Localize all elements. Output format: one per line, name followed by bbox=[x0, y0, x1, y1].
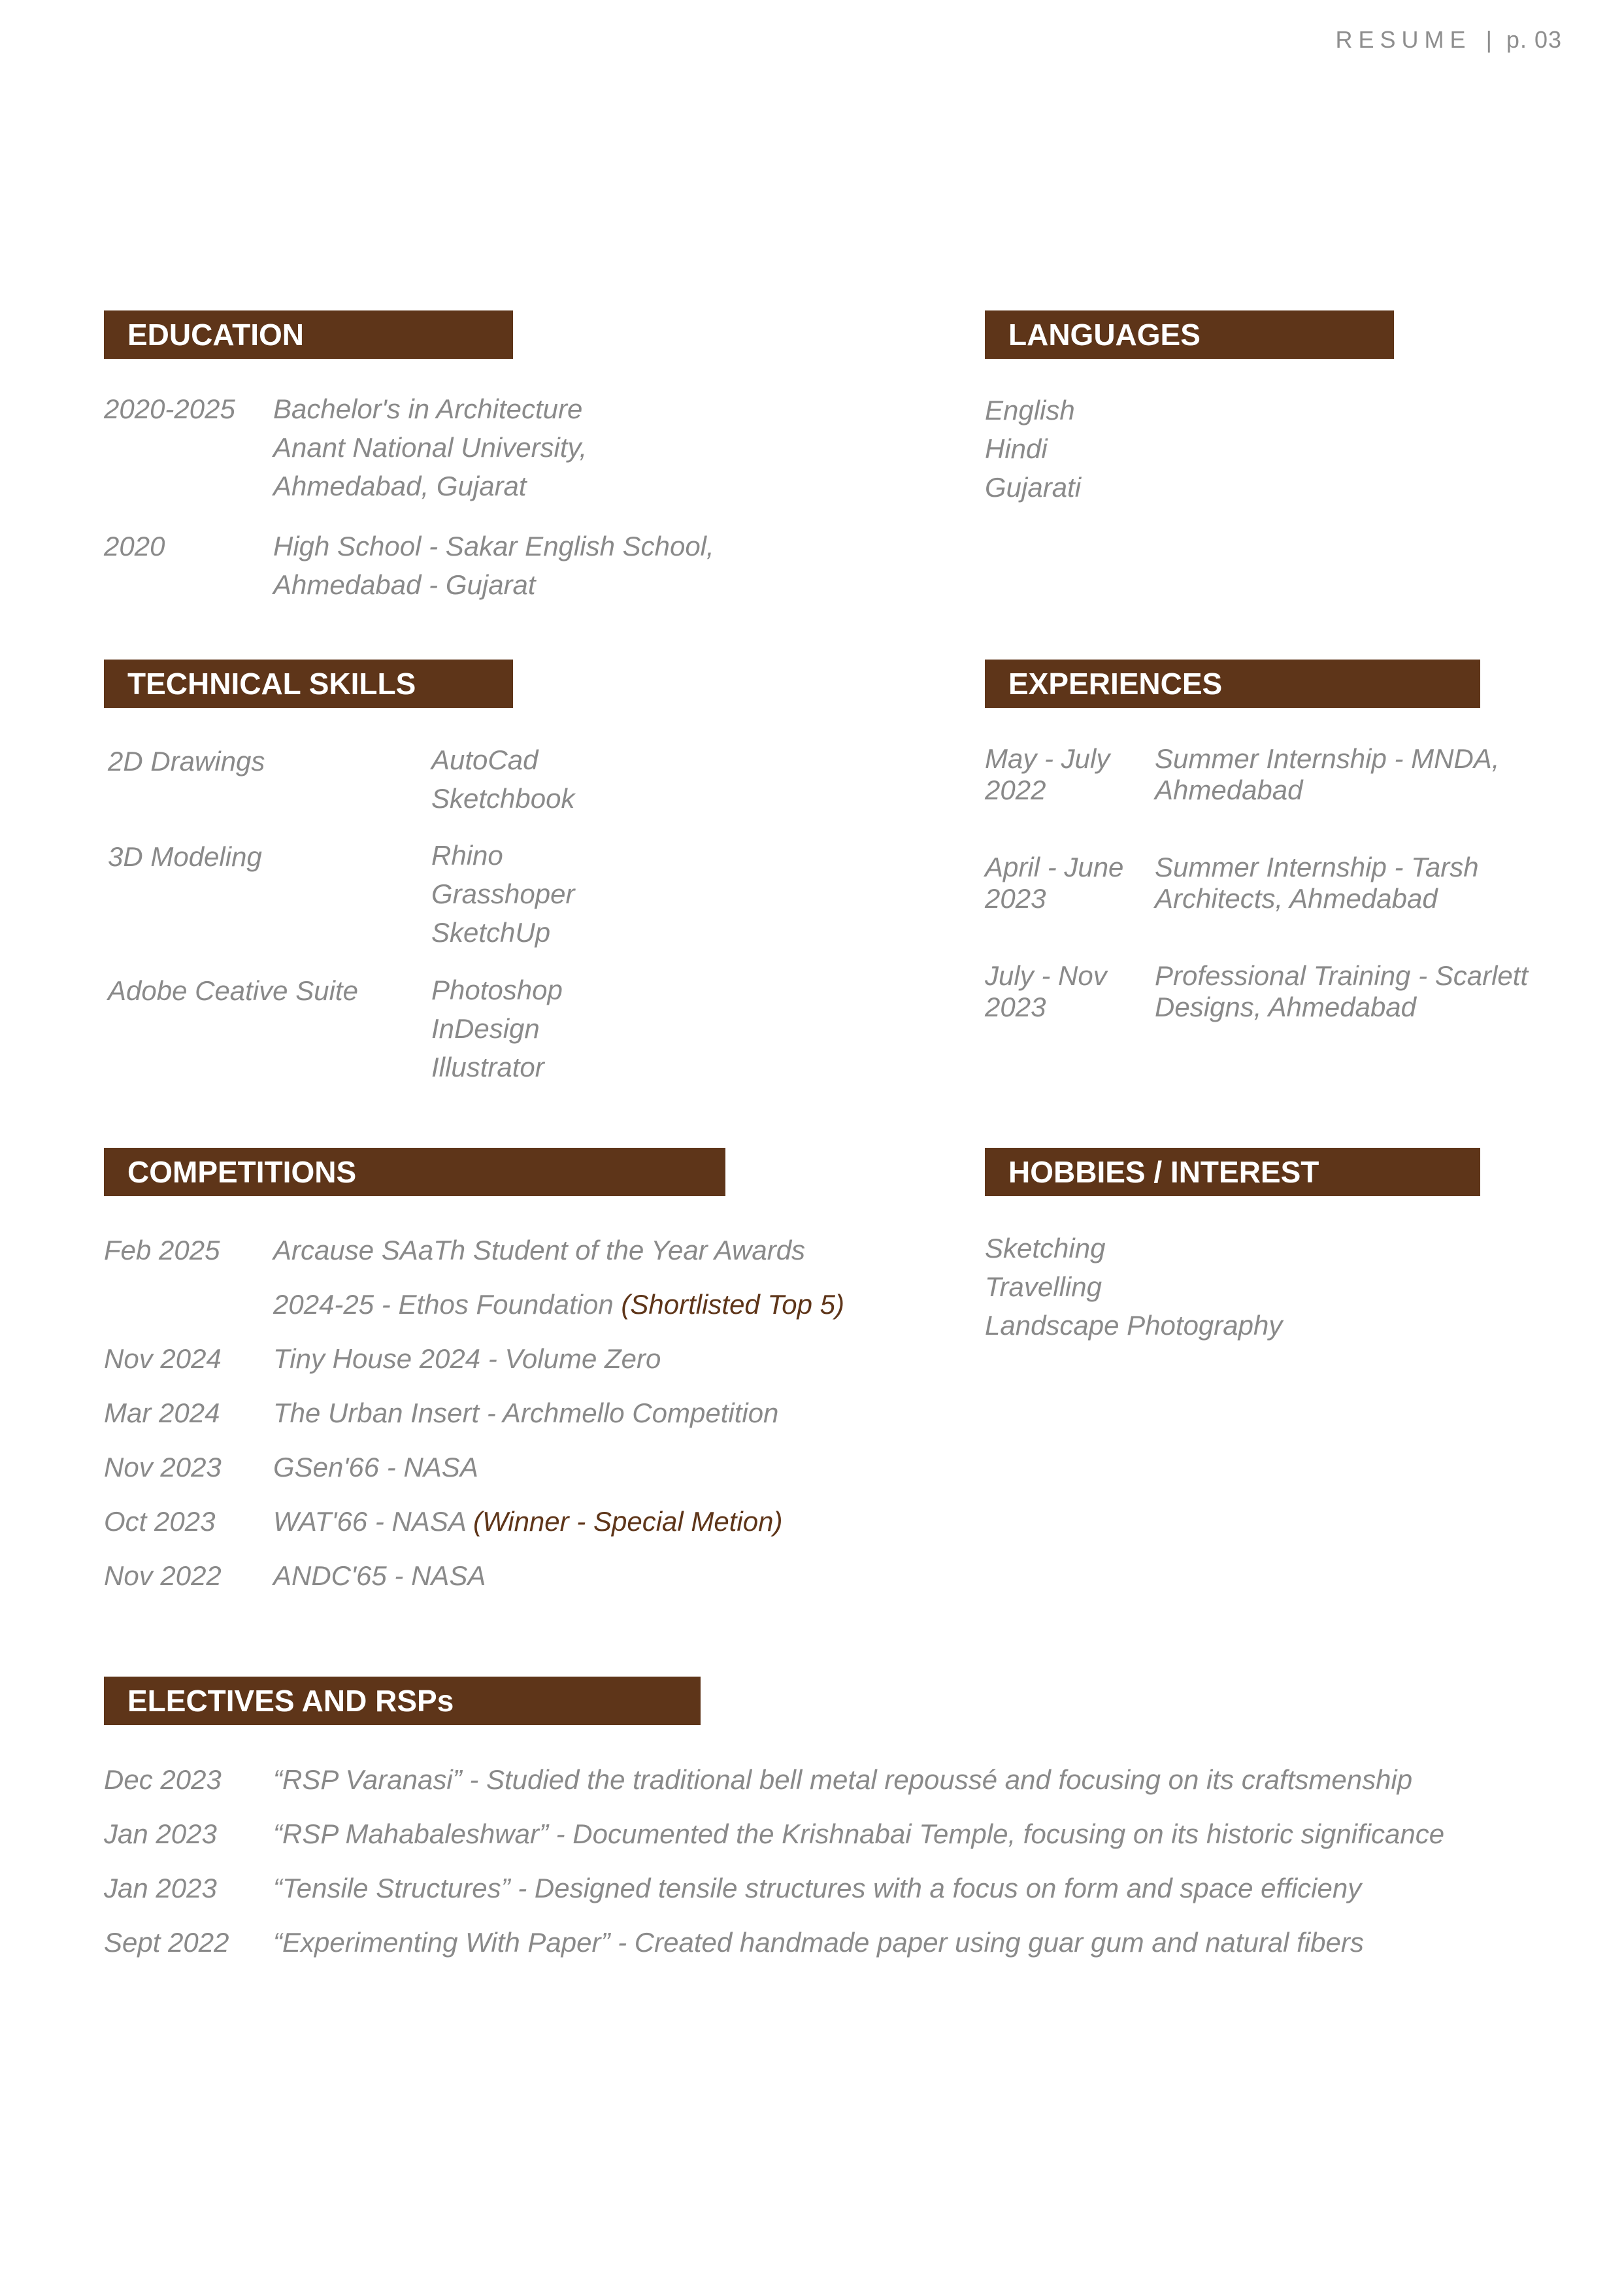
experience-date-line: 2022 bbox=[985, 775, 1046, 805]
language-item: Gujarati bbox=[985, 472, 1082, 503]
elective-date: Jan 2023 bbox=[104, 1818, 217, 1849]
experience-desc-line: Designs, Ahmedabad bbox=[1155, 992, 1417, 1022]
competition-entry bbox=[273, 1285, 844, 1324]
experience-desc-line: Summer Internship - Tarsh bbox=[1155, 852, 1479, 882]
skill-tool: Photoshop bbox=[431, 975, 563, 1005]
skill-category: Adobe Ceative Suite bbox=[108, 975, 358, 1006]
education-year: 2020-2025 bbox=[104, 393, 235, 424]
elective-date: Sept 2022 bbox=[104, 1927, 229, 1958]
competition-text: Arcause SAaTh Student of the Year Awards bbox=[273, 1235, 806, 1265]
competition-text: 2024-25 - Ethos Foundation bbox=[273, 1289, 621, 1320]
competition-entry bbox=[273, 1339, 661, 1378]
page-number: p. 03 bbox=[1506, 26, 1562, 53]
experience-date-line: May - July bbox=[985, 743, 1110, 774]
competition-entry bbox=[273, 1448, 478, 1486]
skill-tool: AutoCad bbox=[431, 745, 539, 775]
education-line: Anant National University, bbox=[273, 432, 588, 463]
competition-date: Nov 2022 bbox=[104, 1560, 222, 1591]
experience-desc-line: Summer Internship - MNDA, bbox=[1155, 743, 1500, 774]
competition-date: Nov 2024 bbox=[104, 1343, 222, 1374]
skill-tools bbox=[431, 836, 574, 952]
education-year: 2020 bbox=[104, 531, 165, 561]
experience-date-line: April - June bbox=[985, 852, 1124, 882]
education-line: Ahmedabad, Gujarat bbox=[273, 471, 527, 501]
skill-tool: InDesign bbox=[431, 1013, 540, 1044]
experience-date-line: 2023 bbox=[985, 992, 1046, 1022]
languages-heading: LANGUAGES bbox=[985, 310, 1394, 359]
elective-date: Jan 2023 bbox=[104, 1873, 217, 1903]
skill-tool: Sketchbook bbox=[431, 783, 575, 814]
language-item: Hindi bbox=[985, 433, 1048, 464]
competition-date: Mar 2024 bbox=[104, 1398, 220, 1428]
skill-tool: Grasshoper bbox=[431, 879, 575, 909]
competition-text: ANDC'65 - NASA bbox=[273, 1560, 486, 1591]
electives-heading: ELECTIVES AND RSPs bbox=[104, 1677, 701, 1725]
education-detail bbox=[273, 390, 587, 505]
elective-text: “RSP Varanasi” - Studied the traditional bell metal repoussé and focusing on its craftsmenship bbox=[273, 1764, 1413, 1795]
competition-text: WAT'66 - NASA bbox=[273, 1506, 473, 1537]
education-heading: EDUCATION bbox=[104, 310, 513, 359]
technical-skills-heading: TECHNICAL SKILLS bbox=[104, 660, 513, 708]
education-line: High School - Sakar English School, bbox=[273, 531, 714, 561]
experience-desc-line: Professional Training - Scarlett bbox=[1155, 960, 1529, 991]
header-separator: | bbox=[1485, 26, 1492, 53]
skill-tool: SketchUp bbox=[431, 917, 551, 948]
competition-text: Tiny House 2024 - Volume Zero bbox=[273, 1343, 661, 1374]
page-header bbox=[1336, 26, 1562, 54]
competitions-heading: COMPETITIONS bbox=[104, 1148, 725, 1196]
skill-category: 2D Drawings bbox=[108, 746, 265, 777]
experience-desc-line: Architects, Ahmedabad bbox=[1155, 883, 1438, 914]
skill-tool: Illustrator bbox=[431, 1052, 544, 1082]
experience-desc bbox=[1155, 743, 1499, 806]
competition-date: Oct 2023 bbox=[104, 1506, 216, 1537]
education-detail bbox=[273, 527, 714, 604]
elective-text: “Tensile Structures” - Designed tensile structures with a focus on form and space efficieny bbox=[273, 1873, 1362, 1903]
skill-tools bbox=[431, 741, 574, 818]
hobby-item: Sketching bbox=[985, 1233, 1106, 1264]
competition-text: The Urban Insert - Archmello Competition bbox=[273, 1398, 779, 1428]
experiences-heading: EXPERIENCES bbox=[985, 660, 1480, 708]
experience-desc bbox=[1155, 852, 1479, 914]
language-item: English bbox=[985, 395, 1075, 426]
languages-list bbox=[985, 391, 1081, 507]
competition-date: Nov 2023 bbox=[104, 1452, 222, 1482]
experience-desc-line: Ahmedabad bbox=[1155, 775, 1303, 805]
competition-entry bbox=[273, 1556, 486, 1595]
hobby-item: Landscape Photography bbox=[985, 1310, 1283, 1341]
competition-entry bbox=[273, 1231, 805, 1269]
hobbies-heading: HOBBIES / INTEREST bbox=[985, 1148, 1480, 1196]
experience-date bbox=[985, 743, 1110, 806]
competition-entry bbox=[273, 1394, 778, 1432]
competition-date: Feb 2025 bbox=[104, 1235, 220, 1265]
elective-date: Dec 2023 bbox=[104, 1764, 222, 1795]
experience-date bbox=[985, 960, 1107, 1023]
skill-tool: Rhino bbox=[431, 840, 503, 871]
competition-text: GSen'66 - NASA bbox=[273, 1452, 478, 1482]
skill-tools bbox=[431, 971, 563, 1086]
elective-text: “RSP Mahabaleshwar” - Documented the Krishnabai Temple, focusing on its historic significance bbox=[273, 1818, 1445, 1849]
experience-desc bbox=[1155, 960, 1528, 1023]
hobby-item: Travelling bbox=[985, 1271, 1102, 1302]
education-line: Ahmedabad - Gujarat bbox=[273, 569, 536, 600]
elective-text: “Experimenting With Paper” - Created handmade paper using guar gum and natural fibers bbox=[273, 1927, 1364, 1958]
experience-date-line: July - Nov bbox=[985, 960, 1107, 991]
header-label: RESUME bbox=[1335, 26, 1472, 53]
skill-category: 3D Modeling bbox=[108, 841, 262, 872]
competition-note: (Winner - Special Metion) bbox=[472, 1506, 783, 1537]
competition-entry bbox=[273, 1502, 782, 1541]
hobbies-list bbox=[985, 1229, 1282, 1345]
education-line: Bachelor's in Architecture bbox=[273, 393, 583, 424]
experience-date bbox=[985, 852, 1123, 914]
experience-date-line: 2023 bbox=[985, 883, 1046, 914]
competition-note: (Shortlisted Top 5) bbox=[621, 1289, 844, 1320]
